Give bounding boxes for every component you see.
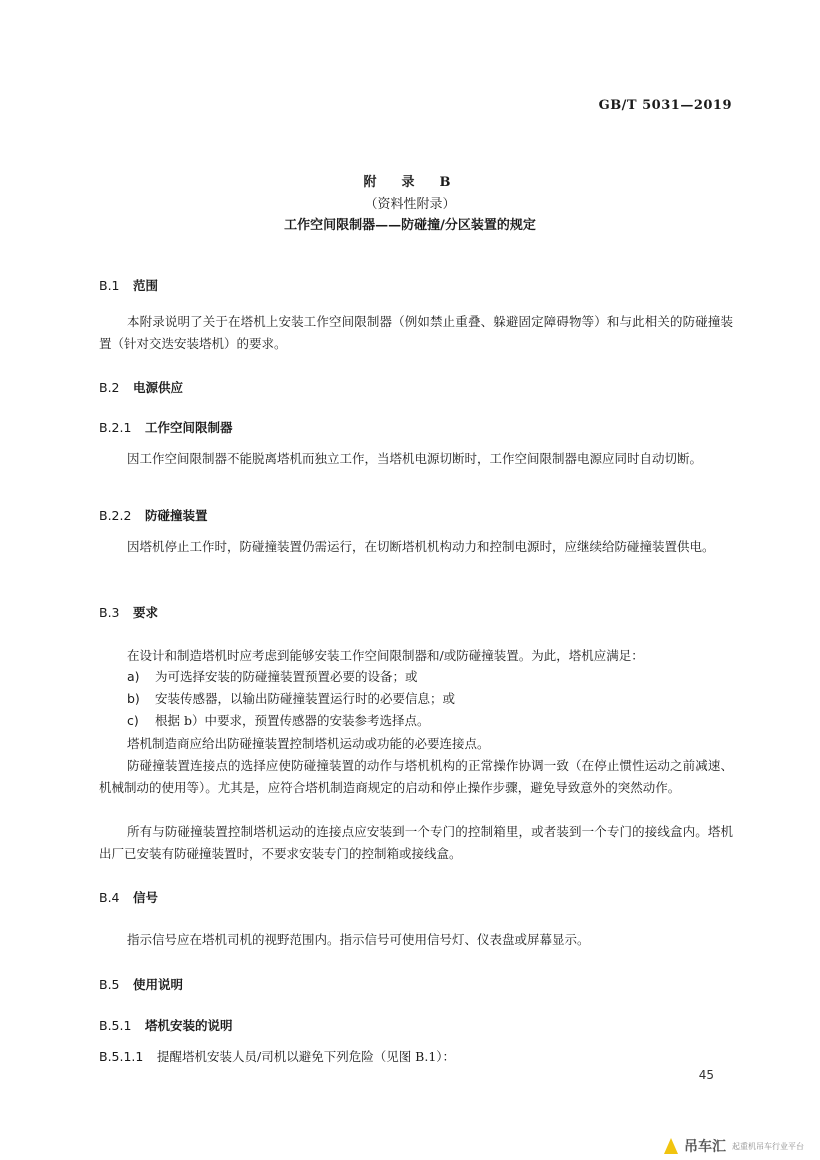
section-number: B.4 [99,890,120,905]
section-b511-heading [99,1047,455,1065]
section-number: B.2.2 [99,508,132,523]
section-b1-heading [99,276,158,294]
watermark-name: 吊车汇 [684,1139,726,1155]
section-number: B.5.1 [99,1018,132,1033]
section-title: 使用说明 [133,977,184,992]
section-title: 范围 [133,278,159,293]
crane-logo-icon [664,1138,678,1154]
list-marker: a) [127,669,140,684]
standard-code: GB/T 5031—2019 [598,98,732,113]
section-b3-p1: 塔机制造商应给出防碰撞装置控制塔机运动或功能的必要连接点。 [127,736,490,751]
section-b3-p3: 所有与防碰撞装置控制塔机运动的连接点应安装到一个专门的控制箱里，或者装到一个专门的接线盒内。塔机出厂已安装有防碰撞装置时，不要求安装专门的控制箱或接线盒。 [99,824,733,861]
section-b1-text: 本附录说明了关于在塔机上安装工作空间限制器（例如禁止重叠、躲避固定障碍物等）和与此相关的防碰撞装置（针对交迭安装塔机）的要求。 [99,314,733,351]
list-item [127,711,429,729]
section-b21-text: 因工作空间限制器不能脱离塔机而独立工作，当塔机电源切断时，工作空间限制器电源应同时自动切断。 [127,451,703,466]
watermark-slogan: 起重机吊车行业平台 [732,1141,804,1151]
list-item [127,667,418,685]
watermark [664,1136,804,1156]
section-b22-text: 因塔机停止工作时，防碰撞装置仍需运行，在切断塔机机构动力和控制电源时，应继续给防碰撞装置供电。 [127,539,715,554]
list-marker: c) [127,713,139,728]
section-b21-heading [99,418,233,436]
section-b5-heading [99,975,183,993]
section-number: B.5.1.1 [99,1049,144,1064]
section-number: B.5 [99,977,120,992]
list-text: 安装传感器，以输出防碰撞装置运行时的必要信息；或 [155,691,456,706]
section-title: 信号 [133,890,159,905]
page-number: 45 [698,1068,714,1082]
section-b4-text: 指示信号应在塔机司机的视野范围内。指示信号可使用信号灯、仪表盘或屏幕显示。 [127,932,590,947]
appendix-type: （资料性附录） [364,197,456,212]
section-title: 要求 [133,605,159,620]
appendix-title: 附 录 B [363,175,457,190]
section-number: B.3 [99,605,120,620]
section-b4-heading [99,888,158,906]
section-title: 工作空间限制器 [145,420,233,435]
section-b2-heading [99,378,183,396]
section-b3-heading [99,603,158,621]
section-number: B.2 [99,380,120,395]
list-text: 为可选择安装的防碰撞装置预置必要的设备；或 [155,669,418,684]
section-b22-heading [99,506,208,524]
list-marker: b) [127,691,140,706]
section-title: 防碰撞装置 [145,508,208,523]
section-number: B.1 [99,278,120,293]
section-b3-p2: 防碰撞装置连接点的选择应使防碰撞装置的动作与塔机机构的正常操作协调一致（在停止惯性运动之前减速、机械制动的使用等）。尤其是，应符合塔机制造商规定的启动和停止操作步骤，避免导致意外的突然动作。 [99,758,733,795]
list-item [127,689,455,707]
appendix-subject: 工作空间限制器——防碰撞/分区装置的规定 [284,218,536,233]
section-title: 提醒塔机安装人员/司机以避免下列危险（见图 B.1）： [157,1049,456,1064]
section-number: B.2.1 [99,420,132,435]
section-b3-intro: 在设计和制造塔机时应考虑到能够安装工作空间限制器和/或防碰撞装置。为此，塔机应满足： [127,648,644,663]
section-title: 塔机安装的说明 [145,1018,233,1033]
section-b51-heading [99,1016,233,1034]
section-title: 电源供应 [133,380,184,395]
list-text: 根据 b）中要求，预置传感器的安装参考选择点。 [155,713,430,728]
